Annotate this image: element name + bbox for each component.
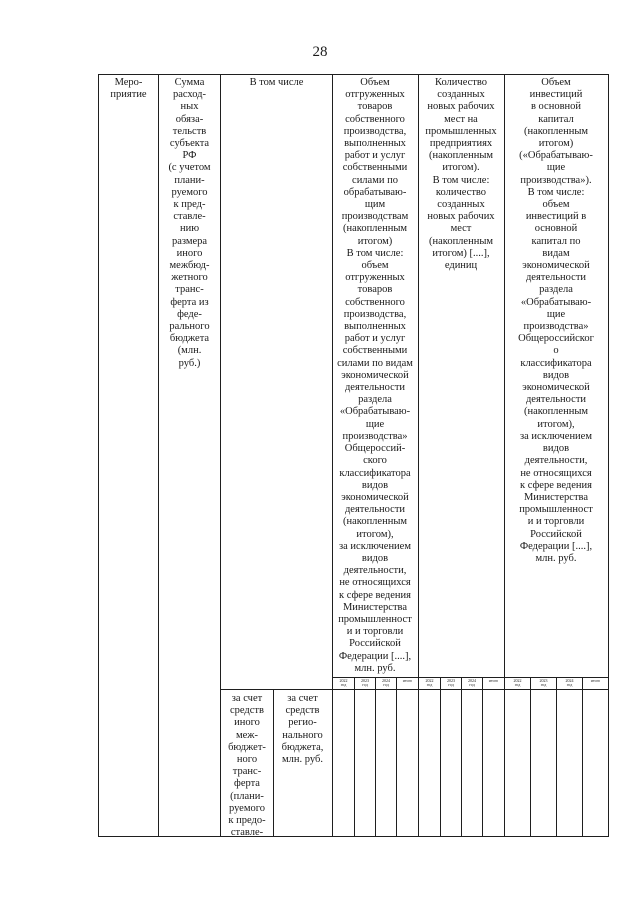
year-label: 2022 год bbox=[513, 678, 522, 688]
year-rule bbox=[375, 677, 376, 837]
year-rule bbox=[440, 677, 441, 837]
header-expenses: Сумма расход- ных обяза- тельств субъекта РФ (с учетом плани- руемого к пред- ставле- нию размера иного межбюд- жетного транс- ферта из феде- рального бюджета (млн. руб.) bbox=[168, 77, 211, 369]
header-investments: Объем инвестиций в основной капитал (накопленным итогом) («Обрабатываю- щие производства»). В том числе: объем инвестиций в основной капитал по видам экономической деятельности раздела «Обрабатываю- щие производства» Общероссийског о классификатора видов экономической деятельности (накопленным итогом), за исключением видов деятельности, не относящихся к сфере ведения Министерства промышленност и и торговли Российской Федерации [....], млн. руб. bbox=[518, 77, 594, 564]
year-rule bbox=[530, 677, 531, 837]
year-label: 2024 год bbox=[382, 678, 390, 688]
header-event: Меро- приятие bbox=[110, 77, 147, 101]
year-rule bbox=[461, 677, 462, 837]
year-label: 2023 год bbox=[447, 678, 455, 688]
header-including: В том числе bbox=[249, 77, 304, 88]
header-jobs: Количество созданных новых рабочих мест на промышленных предприятиях (накопленным итогом). В том числе: количество созданных новых рабочих мест (накопленным итогом) [....], единиц bbox=[425, 77, 497, 272]
subheader-other-transfer: за счет средств иного меж- бюджет- ного транс- ферта (плани- руемого к предо- ставле- bbox=[228, 693, 266, 839]
year-label: 2022 год bbox=[425, 678, 434, 688]
page-number: 28 bbox=[312, 44, 328, 60]
header-volume: Объем отгруженных товаров собственного производства, выполненных работ и услуг собственными силами по обрабатываю- щим производствам (накопленным итогом) В том числе: объем отгруженных товаров собственного производства, выполненных работ и услуг собственными силами по видам экономической деятельности раздела «Обрабатываю- щие производства» Общероссий- ского классификатора видов экономической деятельности (накопленным итогом), за исключением видов деятельности, не относящихся к сфере ведения Министерства промышленност и и торговли Российской Федерации [....], млн. руб. bbox=[337, 77, 413, 674]
year-label: 2024 год bbox=[565, 678, 574, 688]
year-label: 2023 год bbox=[539, 678, 548, 688]
year-label: итого bbox=[590, 678, 601, 683]
year-label: 2022 год bbox=[339, 678, 348, 688]
year-rule bbox=[582, 677, 583, 837]
year-label: итого bbox=[402, 678, 413, 683]
year-rule bbox=[354, 677, 355, 837]
subheader-rule bbox=[220, 689, 609, 690]
subheader-regional: за счет средств регио- нального бюджета, млн. руб. bbox=[281, 693, 324, 766]
year-rule bbox=[556, 677, 557, 837]
year-label: 2024 год bbox=[468, 678, 476, 688]
table-border-left bbox=[98, 74, 99, 837]
column-rule-1 bbox=[158, 74, 159, 837]
year-rule bbox=[396, 677, 397, 837]
table-border-right bbox=[608, 74, 609, 837]
table-border-top bbox=[98, 74, 609, 75]
year-label: 2023 год bbox=[361, 678, 369, 688]
year-label: итого bbox=[488, 678, 499, 683]
year-rule bbox=[482, 677, 483, 837]
data-table bbox=[98, 74, 609, 837]
